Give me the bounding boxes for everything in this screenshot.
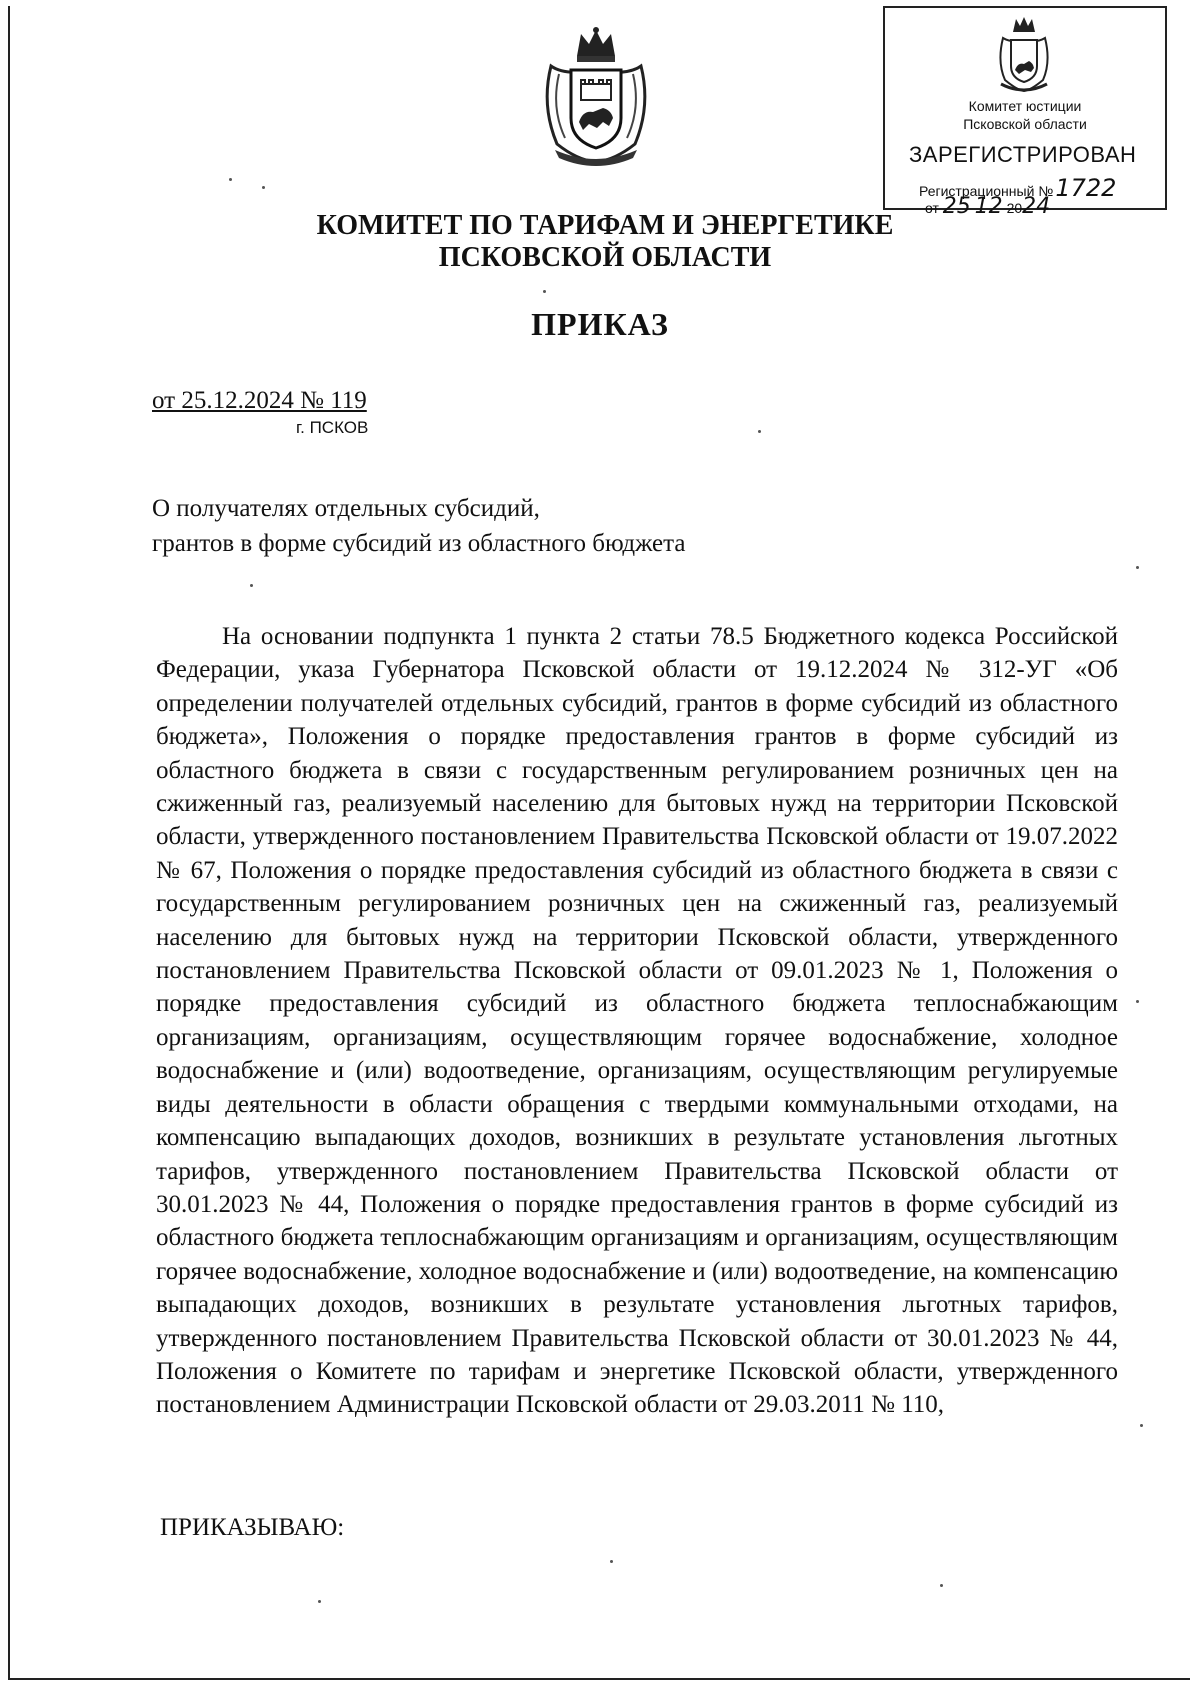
stamp-date-year-prefix: 20	[1006, 200, 1023, 216]
stamp-date-line	[925, 194, 1050, 219]
stamp-registration-number: 1722	[1055, 174, 1117, 202]
scan-speck	[318, 1600, 321, 1603]
document-type-heading: ПРИКАЗ	[531, 306, 669, 342]
preamble-paragraph: На основании подпункта 1 пункта 2 статьи 78.5 Бюджетного кодекса Российской Федерации, указа Губернатора Псковской области от 19.12.2024 № 312-УГ «Об определении получателей отдельных субсидий, грантов в форме субсидий из областного бюджета», Положения о порядке предоставления грантов в форме субсидий из областного бюджета в связи с государственным регулированием розничных цен на сжиженный газ, реализуемый населению для бытовых нужд на территории Псковской области, утвержденного постановлением Правительства Псковской области от 19.07.2022 № 67, Положения о порядке предоставления субсидий из областного бюджета в связи с государственным регулированием розничных цен на сжиженный газ, реализуемый населению для бытовых нужд на территории Псковской области, утвержденного постановлением Правительства Псковской области от 09.01.2023 № 1, Положения о порядке предоставления субсидий из областного бюджета теплоснабжающим организациям, организациям, осуществляющим горячее водоснабжение, холодное водоснабжение и (или) водоотведение, организациям, осуществляющим регулируемые виды деятельности в области обращения с твердыми коммунальными отходами, на компенсацию выпадающих доходов, возникших в результате установления льготных тарифов, утвержденного постановлением Правительства Псковской области от 30.01.2023 № 44, Положения о порядке предоставления грантов в форме субсидий из областного бюджета теплоснабжающим организациям и организациям, осуществляющим горячее водоснабжение, холодное водоснабжение и (или) водоотведение, на компенсацию выпадающих доходов, возникших в результате установления льготных тарифов, утвержденного постановлением Правительства Псковской области от 30.01.2023 № 44, Положения о Комитете по тарифам и энергетике Псковской области, утвержденного постановлением Администрации Псковской области от 29.03.2011 № 110,	[156, 623, 1118, 1419]
order-word: ПРИКАЗЫВАЮ:	[160, 1514, 345, 1541]
scan-speck	[940, 1584, 943, 1587]
stamp-date-day: 25	[942, 194, 971, 219]
organization-title	[290, 210, 920, 274]
scan-speck	[250, 584, 253, 587]
scan-speck	[758, 430, 761, 433]
organization-title-line1: КОМИТЕТ ПО ТАРИФАМ И ЭНЕРГЕТИКЕ	[316, 210, 894, 241]
stamp-status: ЗАРЕГИСТРИРОВАН	[909, 142, 1137, 167]
subject-line1: О получателях отдельных субсидий,	[152, 495, 540, 522]
stamp-registration-label: Регистрационный №	[919, 183, 1054, 199]
scan-speck	[1140, 1424, 1143, 1427]
scan-speck	[610, 1560, 613, 1563]
stamp-authority-line1: Комитет юстиции	[968, 98, 1082, 114]
document-subject	[152, 491, 685, 561]
stamp-date-year-suffix: 24	[1022, 194, 1051, 219]
coat-of-arms-emblem	[537, 26, 655, 168]
scan-speck	[1136, 566, 1139, 569]
scan-speck	[229, 178, 232, 181]
stamp-date-prefix: от	[925, 200, 939, 216]
stamp-authority-line2: Псковской области	[963, 116, 1087, 132]
scan-speck	[262, 186, 265, 189]
scan-speck	[543, 290, 546, 293]
document-date-number: от 25.12.2024 № 119	[152, 387, 367, 414]
scan-speck	[1136, 1000, 1139, 1003]
organization-title-line2: ПСКОВСКОЙ ОБЛАСТИ	[438, 242, 772, 273]
registration-stamp	[883, 6, 1167, 219]
document-place: г. ПСКОВ	[296, 418, 369, 437]
stamp-emblem	[991, 16, 1057, 94]
stamp-date-month: 12	[974, 194, 1003, 219]
subject-line2: грантов в форме субсидий из областного бюджета	[152, 530, 686, 557]
